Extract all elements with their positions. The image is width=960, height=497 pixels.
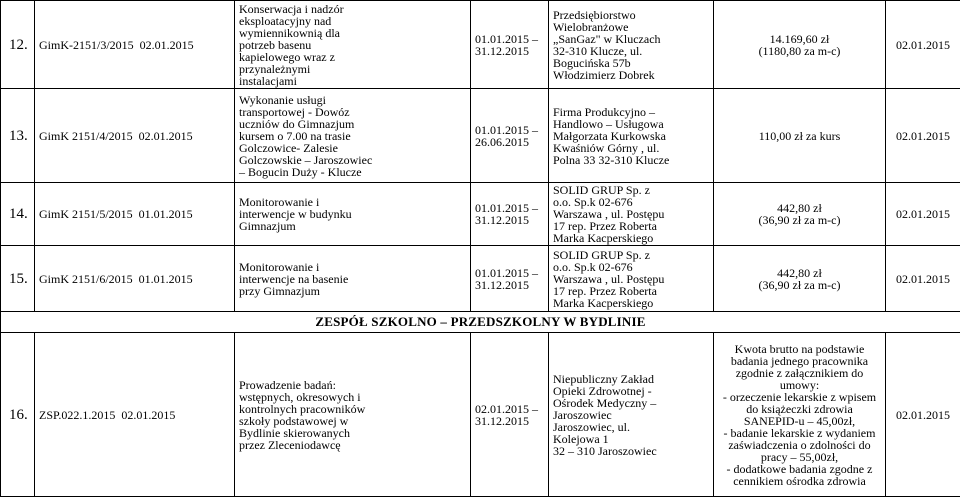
contract-amount: 14.169,60 zł (1180,80 za m-c) (714, 1, 886, 89)
reference-number: GimK-2151/3/2015 (39, 37, 134, 52)
section-title: ZESPÓŁ SZKOLNO – PRZEDSZKOLNY W BYDLINIE (1, 312, 960, 333)
row-number: 15. (1, 246, 35, 312)
sign-date: 02.01.2015 (886, 89, 960, 183)
contract-amount: Kwota brutto na podstawie badania jednego pracownika zgodnie z załącznikiem do umowy: - orzeczenie lekarskie z wpisem do książeczki zdrowia SANEPID-u – 45,00zł, - badanie lekarskie z wydaniem zaświadczenia o zdolności do pracy – 55,00zł, - dodatkowe badania zgodne z cennikiem ośrodka zdrowia (714, 333, 886, 497)
reference-and-date (35, 1, 235, 89)
row-number: 14. (1, 183, 35, 246)
table-row (1, 89, 960, 183)
contract-amount: 442,80 zł (36,90 zł za m-c) (714, 183, 886, 246)
table-row (1, 246, 960, 312)
contract-date: 02.01.2015 (139, 37, 194, 52)
sign-date: 02.01.2015 (886, 1, 960, 89)
reference-and-date (35, 89, 235, 183)
reference-and-date (35, 333, 235, 497)
section-header-row (1, 312, 960, 333)
contract-date: 02.01.2015 (121, 407, 176, 422)
table-row (1, 183, 960, 246)
sign-date: 02.01.2015 (886, 333, 960, 497)
table-row (1, 1, 960, 89)
contract-date: 01.01.2015 (138, 271, 193, 286)
contract-date: 02.01.2015 (138, 128, 193, 143)
contractor: Przedsiębiorstwo Wielobranżowe „SanGaz" w Kluczach 32-310 Klucze, ul. Bogucińska 57b Włodzimierz Dobrek (549, 1, 714, 89)
contract-period: 01.01.2015 – 31.12.2015 (471, 183, 549, 246)
contract-period: 02.01.2015 – 31.12.2015 (471, 333, 549, 497)
reference-number: GimK 2151/5/2015 (39, 207, 133, 221)
sign-date: 02.01.2015 (886, 246, 960, 312)
contractor: Firma Produkcyjno – Handlowo – Usługowa Małgorzata Kurkowska Kwaśniów Górny , ul. Polna 33 32-310 Klucze (549, 89, 714, 183)
contract-amount: 110,00 zł za kurs (714, 89, 886, 183)
reference-and-date (35, 183, 235, 246)
contract-amount: 442,80 zł (36,90 zł za m-c) (714, 246, 886, 312)
contract-period: 01.01.2015 – 26.06.2015 (471, 89, 549, 183)
contractor: SOLID GRUP Sp. z o.o. Sp.k 02-676 Warszawa , ul. Postępu 17 rep. Przez Roberta Marka Kacperskiego (549, 183, 714, 246)
row-number: 13. (1, 89, 35, 183)
reference-and-date (35, 246, 235, 312)
contract-period: 01.01.2015 – 31.12.2015 (471, 1, 549, 89)
contract-date: 01.01.2015 (138, 207, 193, 221)
reference-number: ZSP.022.1.2015 (39, 407, 116, 422)
row-number: 12. (1, 1, 35, 89)
table-row (1, 333, 960, 497)
reference-number: GimK 2151/6/2015 (39, 271, 133, 286)
contractor: SOLID GRUP Sp. z o.o. Sp.k 02-676 Warszawa , ul. Postępu 17 rep. Przez Roberta Marka Kacperskiego (549, 246, 714, 312)
contract-subject: Konserwacja i nadzór eksploatacyjny nad wymiennikownią dla potrzeb basenu kapielowego wraz z przynależnymi instalacjami (235, 1, 471, 89)
contract-subject: Monitorowanie i interwencje na basenie przy Gimnazjum (235, 246, 471, 312)
contract-subject: Wykonanie usługi transportowej - Dowóz uczniów do Gimnazjum kursem o 7.00 na trasie Golczowice- Zalesie Golczowskie – Jaroszowiec – Bogucin Duży - Klucze (235, 89, 471, 183)
row-number: 16. (1, 333, 35, 497)
sign-date: 02.01.2015 (886, 183, 960, 246)
contractor: Niepubliczny Zakład Opieki Zdrowotnej - Ośrodek Medyczny – Jaroszowiec Jaroszowiec, ul. Kolejowa 1 32 – 310 Jaroszowiec (549, 333, 714, 497)
contract-subject: Prowadzenie badań: wstępnych, okresowych i kontrolnych pracowników szkoły podstawowej w Bydlinie skierowanych przez Zleceniodawcę (235, 333, 471, 497)
contract-subject: Monitorowanie i interwencje w budynku Gimnazjum (235, 183, 471, 246)
contract-period: 01.01.2015 – 31.12.2015 (471, 246, 549, 312)
reference-number: GimK 2151/4/2015 (39, 128, 133, 143)
